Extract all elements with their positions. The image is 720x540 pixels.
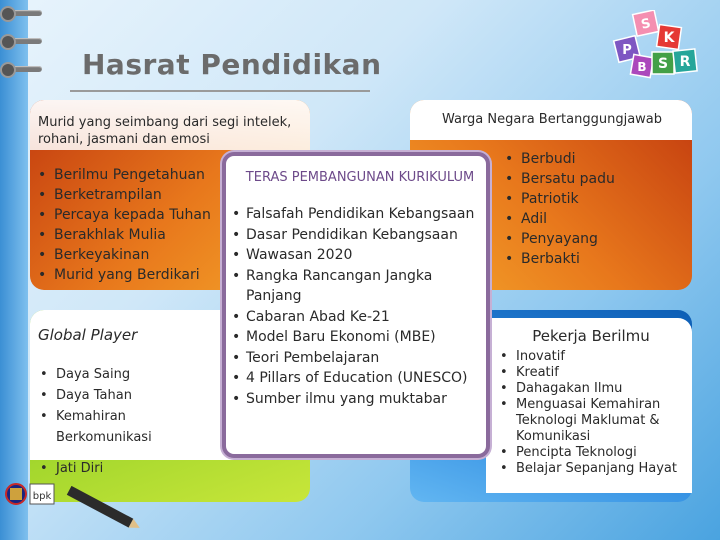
binder-ring — [4, 10, 42, 16]
responsible-citizen-list — [505, 149, 685, 269]
list-item: • Berbudi — [505, 149, 685, 169]
list-item: • Daya Tahan — [40, 385, 220, 406]
list-item: • Falsafah Pendidikan Kebangsaan — [230, 204, 488, 225]
list-item: • Pencipta Teknologi — [500, 445, 688, 461]
list-item: • Berilmu Pengetahuan — [38, 165, 228, 185]
list-item: • Kreatif — [500, 365, 688, 381]
title-underline — [70, 90, 370, 92]
pencil-icon — [67, 486, 142, 532]
list-item: • Model Baru Ekonomi (MBE) — [230, 327, 488, 348]
list-item: • Teori Pembelajaran — [230, 348, 488, 369]
list-item: • Wawasan 2020 — [230, 245, 488, 266]
left-decor-bar — [0, 0, 28, 540]
binder-ring — [4, 38, 42, 44]
list-item: • Menguasai Kemahiran Teknologi Maklumat & Komunikasi — [500, 397, 688, 445]
list-item: • Rangka Rancangan Jangka Panjang — [230, 266, 488, 307]
bpk-logo-text: bpk — [32, 491, 52, 502]
knowledge-worker-list — [500, 349, 688, 477]
list-item: • Bersatu padu — [505, 169, 685, 189]
logo-letter: B — [637, 60, 647, 74]
list-item: • Berakhlak Mulia — [38, 225, 228, 245]
footer-logos — [4, 480, 144, 536]
list-item: • Daya Saing — [40, 364, 220, 385]
responsible-citizen-heading: Warga Negara Bertanggungjawab — [441, 112, 663, 127]
list-item: • Adil — [505, 209, 685, 229]
list-item: • Dahagakan Ilmu — [500, 381, 688, 397]
list-item: • Berkeyakinan — [38, 245, 228, 265]
curriculum-core-list — [230, 204, 488, 409]
sk-logo — [608, 10, 700, 90]
list-item: • Belajar Sepanjang Hayat — [500, 461, 688, 477]
list-item: • Jati Diri — [40, 458, 220, 479]
balanced-student-list — [38, 165, 228, 285]
list-item: • 4 Pillars of Education (UNESCO) — [230, 368, 488, 389]
list-item: • Berbakti — [505, 249, 685, 269]
logo-letter: K — [663, 30, 675, 46]
global-player-list — [40, 364, 220, 479]
knowledge-worker-heading: Pekerja Berilmu — [532, 327, 650, 345]
list-item: • Berketrampilan — [38, 185, 228, 205]
list-item: • Inovatif — [500, 349, 688, 365]
logo-letter: R — [679, 54, 691, 70]
curriculum-core-heading: TERAS PEMBANGUNAN KURIKULUM — [245, 170, 475, 185]
list-item: • Cabaran Abad Ke-21 — [230, 307, 488, 328]
list-item: • Percaya kepada Tuhan — [38, 205, 228, 225]
list-item: • Dasar Pendidikan Kebangsaan — [230, 225, 488, 246]
list-item: • Murid yang Berdikari — [38, 265, 228, 285]
curriculum-core-box — [222, 152, 490, 458]
list-item: • Sumber ilmu yang muktabar — [230, 389, 488, 410]
list-item: • Kemahiran Berkomunikasi — [40, 406, 220, 448]
global-player-heading: Global Player — [38, 326, 138, 344]
logo-letter: P — [622, 43, 632, 58]
list-item: • Patriotik — [505, 189, 685, 209]
page-title: Hasrat Pendidikan — [82, 48, 382, 81]
binder-ring — [4, 66, 42, 72]
list-item: • Penyayang — [505, 229, 685, 249]
balanced-student-heading: Murid yang seimbang dari segi intelek, rohani, jasmani dan emosi — [38, 115, 292, 147]
logo-letter: S — [639, 16, 653, 33]
logo-letter: S — [657, 56, 669, 72]
